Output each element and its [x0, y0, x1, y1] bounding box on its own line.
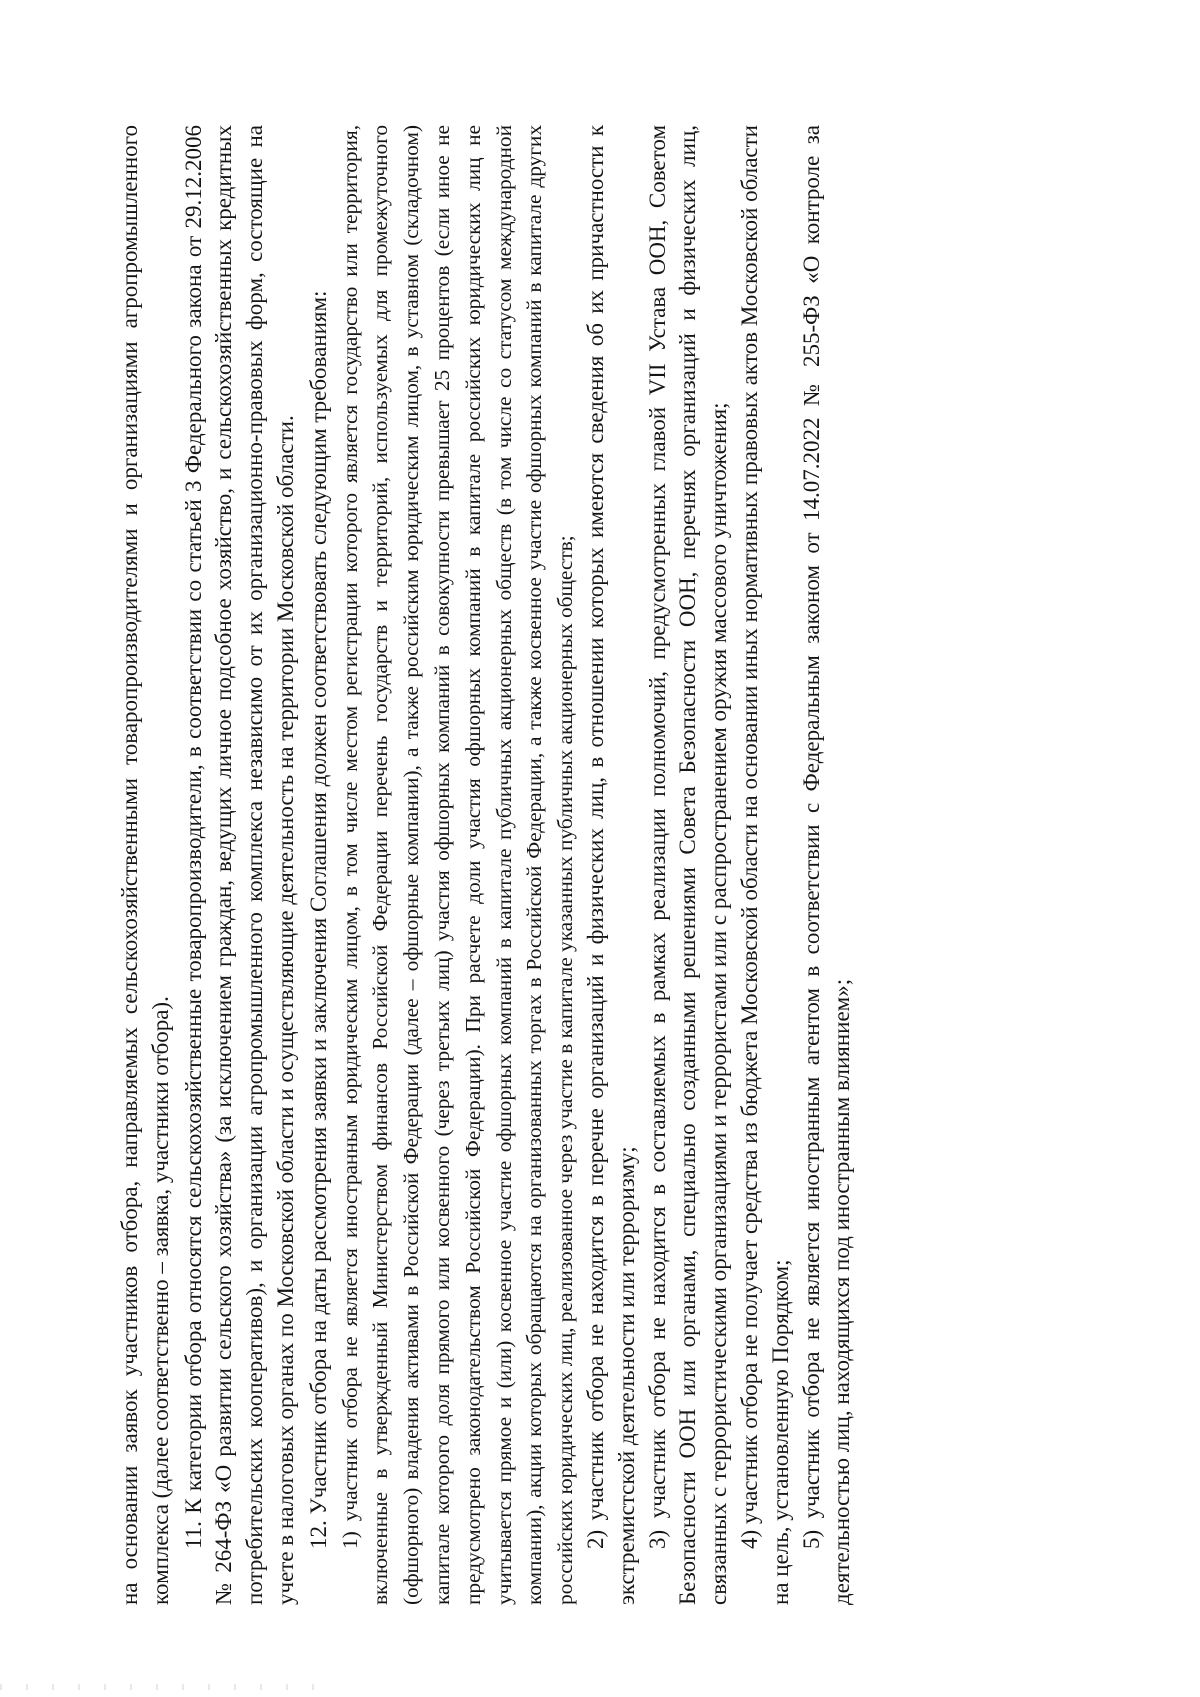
paragraph-12-item-2: 2) участник отбора не находится в перечне организаций и физических лиц, в отношении которых имеются сведения об их причастности к экстремистской деятельности или терроризму;: [582, 125, 639, 1605]
paragraph-12: 12. Участник отбора на даты рассмотрения заявки и заключения Соглашения должен соответствовать следующим требованиям:: [305, 290, 331, 1549]
paragraph-12-item-4: 4) участник отбора не получает средства из бюджета Московской области на основании иных нормативных правовых актов Московской области на цель, установленную Порядком;: [736, 125, 793, 1605]
rotated-text-block: [115, 125, 1035, 1605]
scan-artifact: [0, 1684, 320, 1690]
paragraph-12-item-1: 1) участник отбора не является иностранным юридическим лицом, в том числе местом регистрации которого является государство или территория, включенные в утвержденный Министерством финансов Российской Федерации перечень государств и территорий, используемых для промежуточного (офшорного) владения активами в Российской Федерации (далее – офшорные компании), а также российским юридическим лицом, в уставном (складочном) капитале которого доля прямого или косвенного (через третьих лиц) участия офшорных компаний в совокупности превышает 25 процентов (если иное не предусмотрено законодательством Российской Федерации). При расчете доли участия офшорных компаний в капитале российских юридических лиц не учитывается прямое и (или) косвенное участие офшорных компаний в капитале публичных акционерных обществ (в том числе со статусом международной компании), акции которых обращаются на организованных торгах в Российской Федерации, а также косвенное участие офшорных компаний в капитале других российских юридических лиц, реализованное через участие в капитале указанных публичных акционерных обществ;: [337, 125, 578, 1605]
paragraph-12-item-3: 3) участник отбора не находится в составляемых в рамках реализации полномочий, предусмотренных главой VII Устава ООН, Советом Безопасности ООН или органами, специально созданными решениями Совета Безопасности ООН, перечнях организаций и физических лиц, связанных с террористическими организациями и террористами или с распространением оружия массового уничтожения;: [644, 125, 732, 1605]
paragraph-intro: на основании заявок участников отбора, направляемых сельскохозяйственными товаропроизводителями и организациями агропромышленного комплекса (далее соответственно – заявка, участники отбора).: [117, 125, 173, 1605]
paragraph-11: 11. К категории отбора относятся сельскохозяйственные товаропроизводители, в соответствии со статьей 3 Федерального закона от 29.12.2006 № 264-ФЗ «О развитии сельского хозяйства» (за исключением граждан, ведущих личное подсобное хозяйство, и сельскохозяйственных кредитных потребительских кооперативов), и организации агропромышленного комплекса независимо от их организационно-правовых форм, состоящие на учете в налоговых органах по Московской области и осуществляющие деятельность на территории Московской области.: [180, 125, 298, 1605]
paragraph-12-item-5: 5) участник отбора не является иностранным агентом в соответствии с Федеральным законом от 14.07.2022 № 255-ФЗ «О контроле за деятельностью лиц, находящихся под иностранным влиянием»;: [798, 125, 855, 1605]
